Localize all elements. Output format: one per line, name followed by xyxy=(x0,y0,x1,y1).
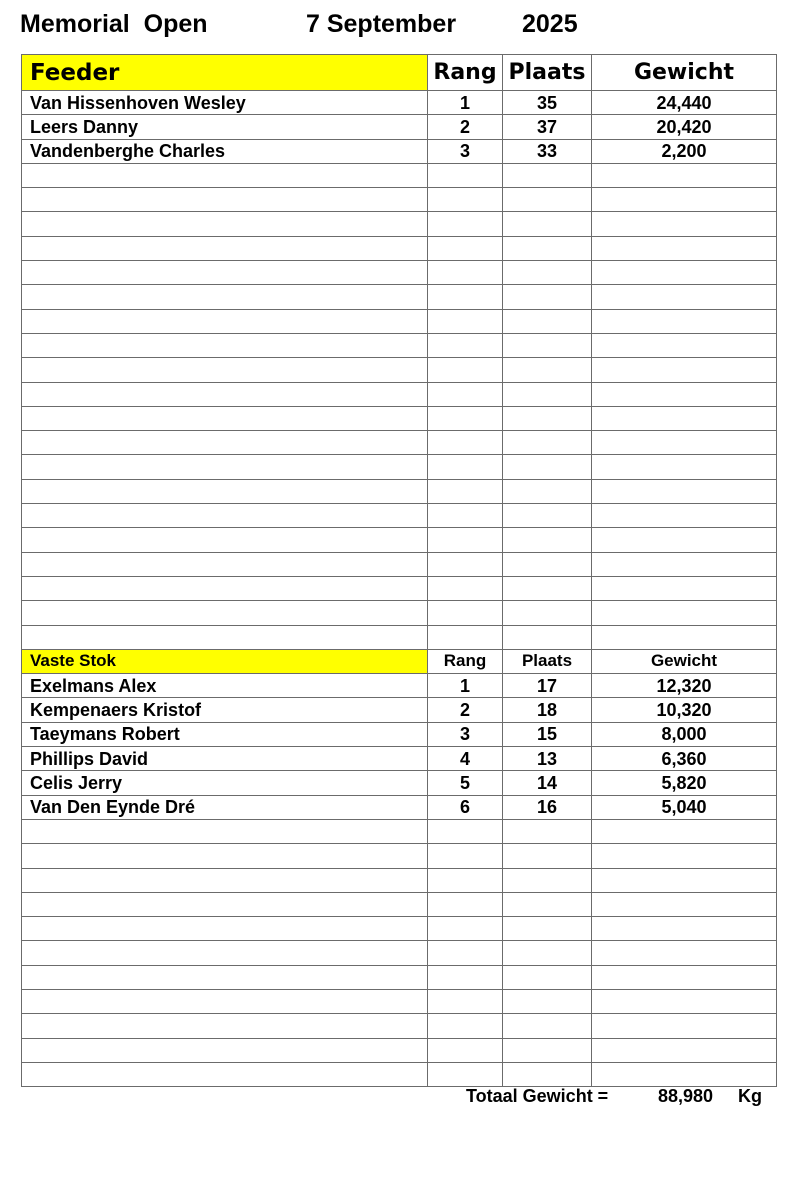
vaste-stok-header-row xyxy=(22,649,777,673)
participant-name: Van Den Eynde Dré xyxy=(22,795,428,819)
empty-cell xyxy=(592,917,777,941)
empty-cell xyxy=(592,382,777,406)
empty-row xyxy=(22,917,777,941)
gewicht-cell: 20,420 xyxy=(592,115,777,139)
empty-cell xyxy=(22,261,428,285)
empty-cell xyxy=(592,358,777,382)
empty-cell xyxy=(592,455,777,479)
empty-cell xyxy=(22,941,428,965)
empty-row xyxy=(22,333,777,357)
empty-cell xyxy=(592,285,777,309)
empty-cell xyxy=(503,941,592,965)
gewicht-cell: 12,320 xyxy=(592,674,777,698)
empty-cell xyxy=(428,333,503,357)
gewicht-cell: 5,040 xyxy=(592,795,777,819)
gewicht-cell: 2,200 xyxy=(592,139,777,163)
feeder-row xyxy=(22,139,777,163)
empty-cell xyxy=(503,431,592,455)
empty-row xyxy=(22,576,777,600)
rang-cell: 4 xyxy=(428,747,503,771)
empty-cell xyxy=(592,431,777,455)
empty-cell xyxy=(22,601,428,625)
empty-cell xyxy=(22,358,428,382)
empty-row xyxy=(22,261,777,285)
empty-cell xyxy=(428,261,503,285)
empty-row xyxy=(22,528,777,552)
empty-cell xyxy=(503,358,592,382)
empty-cell xyxy=(22,868,428,892)
empty-cell xyxy=(428,1014,503,1038)
empty-cell xyxy=(22,1014,428,1038)
empty-cell xyxy=(592,188,777,212)
empty-cell xyxy=(592,941,777,965)
empty-cell xyxy=(428,819,503,843)
empty-cell xyxy=(503,163,592,187)
empty-cell xyxy=(592,333,777,357)
column-header-rang: Rang xyxy=(428,55,503,91)
plaats-cell: 18 xyxy=(503,698,592,722)
empty-cell xyxy=(592,163,777,187)
empty-cell xyxy=(592,1014,777,1038)
empty-cell xyxy=(428,1038,503,1062)
empty-cell xyxy=(22,382,428,406)
empty-row xyxy=(22,163,777,187)
empty-cell xyxy=(503,917,592,941)
participant-name: Exelmans Alex xyxy=(22,674,428,698)
empty-cell xyxy=(22,625,428,649)
rang-cell: 3 xyxy=(428,722,503,746)
participant-name: Kempenaers Kristof xyxy=(22,698,428,722)
empty-cell xyxy=(428,382,503,406)
empty-row xyxy=(22,552,777,576)
rang-cell: 2 xyxy=(428,698,503,722)
plaats-cell: 37 xyxy=(503,115,592,139)
empty-cell xyxy=(22,576,428,600)
rang-cell: 1 xyxy=(428,674,503,698)
gewicht-cell: 10,320 xyxy=(592,698,777,722)
empty-cell xyxy=(22,892,428,916)
column-header-gewicht: Gewicht xyxy=(592,649,777,673)
feeder-section-label: Feeder xyxy=(22,55,428,91)
empty-row xyxy=(22,285,777,309)
empty-cell xyxy=(428,163,503,187)
empty-cell xyxy=(592,261,777,285)
empty-row xyxy=(22,892,777,916)
empty-cell xyxy=(592,1038,777,1062)
empty-cell xyxy=(503,261,592,285)
empty-cell xyxy=(503,1014,592,1038)
empty-cell xyxy=(22,455,428,479)
participant-name: Vandenberghe Charles xyxy=(22,139,428,163)
empty-cell xyxy=(503,989,592,1013)
gewicht-cell: 5,820 xyxy=(592,771,777,795)
empty-cell xyxy=(503,892,592,916)
empty-cell xyxy=(22,917,428,941)
empty-row xyxy=(22,236,777,260)
empty-cell xyxy=(503,504,592,528)
empty-cell xyxy=(428,576,503,600)
empty-cell xyxy=(428,528,503,552)
empty-cell xyxy=(503,576,592,600)
empty-row xyxy=(22,479,777,503)
empty-cell xyxy=(503,819,592,843)
vaste-stok-row xyxy=(22,795,777,819)
column-header-plaats: Plaats xyxy=(503,55,592,91)
empty-cell xyxy=(503,309,592,333)
empty-cell xyxy=(503,236,592,260)
empty-row xyxy=(22,989,777,1013)
empty-cell xyxy=(428,358,503,382)
empty-cell xyxy=(22,333,428,357)
empty-row xyxy=(22,455,777,479)
plaats-cell: 14 xyxy=(503,771,592,795)
empty-cell xyxy=(22,819,428,843)
feeder-row xyxy=(22,115,777,139)
empty-cell xyxy=(503,965,592,989)
empty-cell xyxy=(22,236,428,260)
empty-cell xyxy=(428,625,503,649)
empty-cell xyxy=(503,844,592,868)
empty-row xyxy=(22,819,777,843)
empty-cell xyxy=(503,455,592,479)
empty-cell xyxy=(428,188,503,212)
empty-cell xyxy=(22,1062,428,1086)
empty-row xyxy=(22,431,777,455)
empty-cell xyxy=(428,965,503,989)
vaste-stok-row xyxy=(22,771,777,795)
total-weight-label: Totaal Gewicht = xyxy=(466,1086,609,1106)
empty-cell xyxy=(592,552,777,576)
empty-row xyxy=(22,358,777,382)
gewicht-cell: 6,360 xyxy=(592,747,777,771)
empty-cell xyxy=(22,431,428,455)
empty-cell xyxy=(428,868,503,892)
vaste-stok-row xyxy=(22,722,777,746)
column-header-rang: Rang xyxy=(428,649,503,673)
empty-cell xyxy=(22,479,428,503)
results-table-body xyxy=(22,55,777,1087)
column-header-gewicht: Gewicht xyxy=(592,55,777,91)
empty-row xyxy=(22,406,777,430)
empty-cell xyxy=(592,212,777,236)
empty-cell xyxy=(22,552,428,576)
participant-name: Van Hissenhoven Wesley xyxy=(22,91,428,115)
plaats-cell: 17 xyxy=(503,674,592,698)
empty-cell xyxy=(22,188,428,212)
empty-cell xyxy=(22,844,428,868)
empty-cell xyxy=(503,285,592,309)
empty-row xyxy=(22,309,777,333)
empty-cell xyxy=(592,504,777,528)
empty-cell xyxy=(592,989,777,1013)
plaats-cell: 15 xyxy=(503,722,592,746)
empty-cell xyxy=(22,406,428,430)
empty-row xyxy=(22,601,777,625)
empty-row xyxy=(22,844,777,868)
empty-cell xyxy=(428,552,503,576)
empty-row xyxy=(22,382,777,406)
empty-cell xyxy=(428,504,503,528)
empty-cell xyxy=(592,868,777,892)
empty-cell xyxy=(503,406,592,430)
event-year: 2025 xyxy=(522,10,578,38)
empty-cell xyxy=(592,892,777,916)
empty-cell xyxy=(428,285,503,309)
rang-cell: 3 xyxy=(428,139,503,163)
empty-row xyxy=(22,625,777,649)
empty-cell xyxy=(503,601,592,625)
empty-cell xyxy=(22,163,428,187)
total-weight xyxy=(466,1084,762,1108)
total-weight-unit: Kg xyxy=(738,1086,762,1106)
empty-cell xyxy=(592,236,777,260)
feeder-row xyxy=(22,91,777,115)
empty-cell xyxy=(503,333,592,357)
event-title: Memorial Open xyxy=(20,10,208,38)
empty-cell xyxy=(22,528,428,552)
empty-cell xyxy=(592,965,777,989)
column-header-plaats: Plaats xyxy=(503,649,592,673)
participant-name: Leers Danny xyxy=(22,115,428,139)
participant-name: Celis Jerry xyxy=(22,771,428,795)
empty-cell xyxy=(428,309,503,333)
empty-cell xyxy=(428,601,503,625)
participant-name: Taeymans Robert xyxy=(22,722,428,746)
empty-cell xyxy=(22,965,428,989)
empty-cell xyxy=(22,212,428,236)
empty-cell xyxy=(592,406,777,430)
empty-cell xyxy=(592,844,777,868)
plaats-cell: 16 xyxy=(503,795,592,819)
page-title xyxy=(20,6,780,42)
empty-row xyxy=(22,941,777,965)
vaste-stok-row xyxy=(22,747,777,771)
empty-cell xyxy=(592,819,777,843)
empty-cell xyxy=(428,212,503,236)
gewicht-cell: 24,440 xyxy=(592,91,777,115)
empty-cell xyxy=(503,868,592,892)
empty-cell xyxy=(503,528,592,552)
empty-cell xyxy=(428,455,503,479)
empty-cell xyxy=(503,1038,592,1062)
empty-cell xyxy=(428,844,503,868)
empty-row xyxy=(22,868,777,892)
rang-cell: 6 xyxy=(428,795,503,819)
rang-cell: 2 xyxy=(428,115,503,139)
vaste-stok-section-label: Vaste Stok xyxy=(22,649,428,673)
empty-cell xyxy=(592,576,777,600)
empty-cell xyxy=(503,552,592,576)
rang-cell: 1 xyxy=(428,91,503,115)
empty-row xyxy=(22,504,777,528)
plaats-cell: 35 xyxy=(503,91,592,115)
plaats-cell: 13 xyxy=(503,747,592,771)
empty-cell xyxy=(503,188,592,212)
empty-row xyxy=(22,1014,777,1038)
empty-cell xyxy=(22,1038,428,1062)
empty-cell xyxy=(22,285,428,309)
empty-row xyxy=(22,212,777,236)
empty-cell xyxy=(503,382,592,406)
empty-cell xyxy=(22,309,428,333)
empty-cell xyxy=(503,625,592,649)
results-table xyxy=(21,54,777,1087)
empty-cell xyxy=(428,479,503,503)
rang-cell: 5 xyxy=(428,771,503,795)
empty-cell xyxy=(428,892,503,916)
empty-cell xyxy=(22,989,428,1013)
vaste-stok-row xyxy=(22,698,777,722)
total-weight-value: 88,980 xyxy=(658,1086,714,1106)
empty-cell xyxy=(592,601,777,625)
empty-cell xyxy=(428,406,503,430)
feeder-header-row xyxy=(22,55,777,91)
empty-row xyxy=(22,188,777,212)
empty-cell xyxy=(503,212,592,236)
empty-cell xyxy=(428,941,503,965)
empty-cell xyxy=(428,917,503,941)
empty-cell xyxy=(22,504,428,528)
empty-cell xyxy=(428,431,503,455)
empty-cell xyxy=(503,479,592,503)
vaste-stok-row xyxy=(22,674,777,698)
empty-row xyxy=(22,965,777,989)
empty-cell xyxy=(592,528,777,552)
empty-cell xyxy=(428,236,503,260)
empty-cell xyxy=(592,309,777,333)
empty-row xyxy=(22,1038,777,1062)
participant-name: Phillips David xyxy=(22,747,428,771)
empty-cell xyxy=(592,625,777,649)
event-date: 7 September xyxy=(306,10,457,38)
empty-cell xyxy=(592,479,777,503)
empty-cell xyxy=(428,989,503,1013)
plaats-cell: 33 xyxy=(503,139,592,163)
gewicht-cell: 8,000 xyxy=(592,722,777,746)
